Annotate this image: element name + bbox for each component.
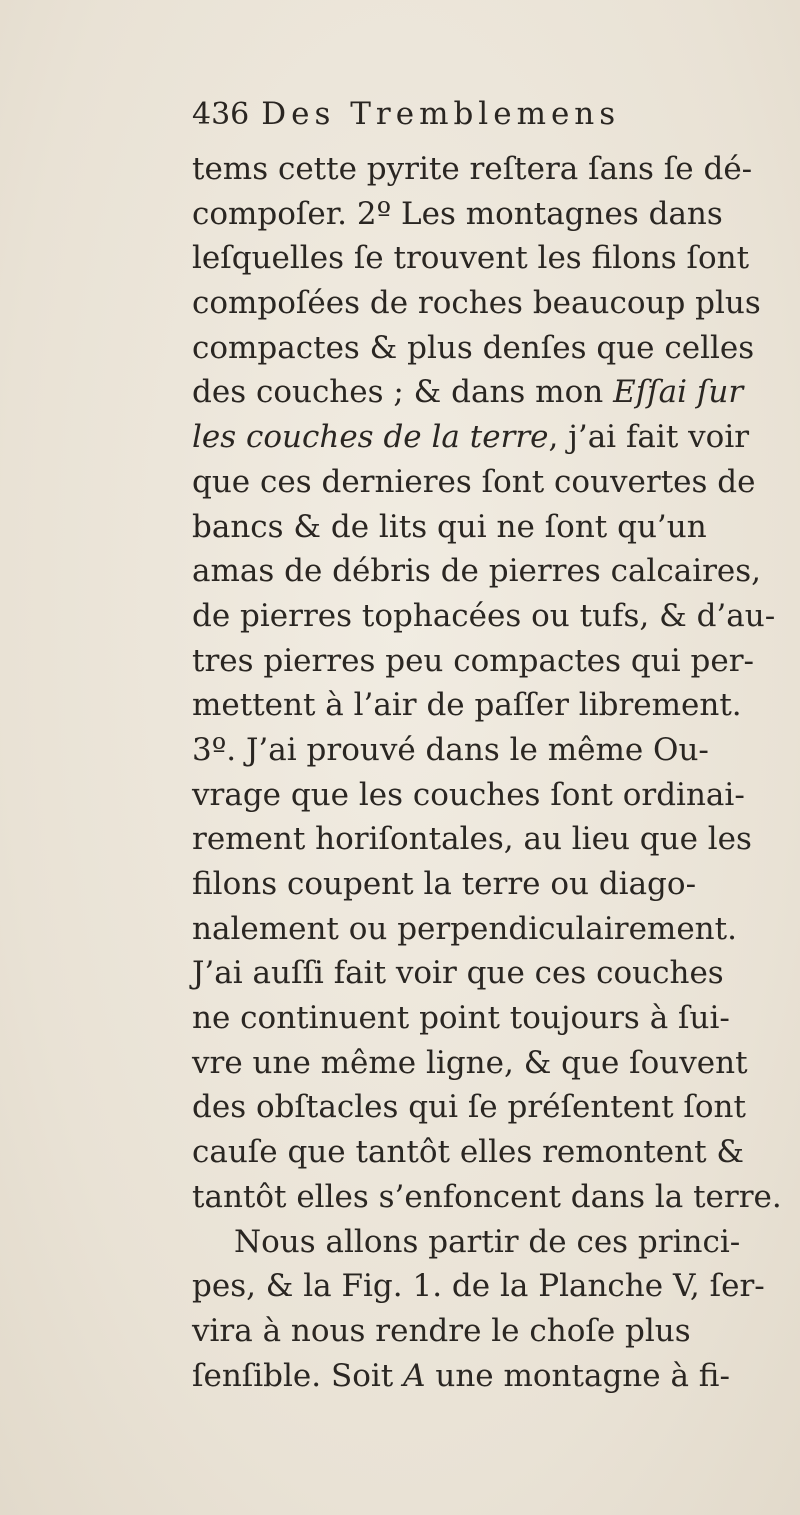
text-line: mettent à l’air de paſſer librement.: [192, 687, 742, 724]
text-line: compoſer. 2º Les montagnes dans: [192, 195, 723, 232]
text-line: ne continuent point toujours à ſui-: [192, 1000, 730, 1037]
text-line: rement horiſontales, au lieu que les: [192, 821, 752, 858]
text-line: [192, 415, 792, 460]
text-line: bancs & de lits qui ne ſont qu’un: [192, 508, 707, 545]
text-line: cauſe que tantôt elles remontent &: [192, 1134, 744, 1171]
text-line: 3º. J’ai prouvé dans le même Ou-: [192, 731, 709, 768]
running-title: Des Tremblemens: [261, 96, 621, 132]
body-text: [192, 147, 792, 1398]
text-line: que ces dernieres ſont couvertes de: [192, 463, 756, 500]
page-number: 436: [192, 97, 250, 132]
text-segment: des couches ; & dans mon: [192, 374, 614, 411]
text-line: pes, & la Fig. 1. de la Planche V, ſer-: [192, 1268, 765, 1305]
text-segment: ſenſible. Soit: [192, 1357, 404, 1394]
text-line: tres pierres peu compactes qui per-: [192, 642, 754, 679]
page-header: [192, 96, 622, 146]
text-line: tantôt elles s’enfoncent dans la terre.: [192, 1178, 782, 1215]
text-line: leſquelles ſe trouvent les filons ſont: [192, 240, 750, 277]
text-line: vrage que les couches ſont ordinai-: [192, 776, 745, 813]
italic-title-segment: Eſſai ſur: [613, 374, 744, 411]
text-segment: , j’ai fait voir: [548, 419, 750, 456]
text-line: amas de débris de pierres calcaires,: [192, 553, 762, 590]
text-line: tems cette pyrite reſtera ſans ſe dé-: [192, 151, 753, 187]
text-line: compactes & plus denſes que celles: [192, 329, 755, 366]
text-line: compoſées de roches beaucoup plus: [192, 285, 761, 322]
text-segment: une montagne à fi-: [425, 1357, 730, 1394]
text-line: vira à nous rendre le choſe plus: [192, 1312, 691, 1349]
text-line: vre une même ligne, & que ſouvent: [192, 1044, 748, 1081]
text-line: nalement ou perpendiculairement.: [192, 910, 737, 947]
text-line: des obſtacles qui ſe préſentent ſont: [192, 1089, 746, 1126]
text-line: de pierres tophacées ou tufs, & d’au-: [192, 597, 776, 634]
text-line: J’ai auſſi fait voir que ces couches: [192, 955, 724, 992]
text-line: [192, 370, 792, 415]
italic-title-segment: les couches de la terre: [192, 419, 549, 456]
italic-letter: A: [403, 1357, 426, 1394]
text-line: filons coupent la terre ou diago-: [192, 866, 697, 902]
text-line: [192, 1354, 792, 1399]
paragraph-first-line: Nous allons partir de ces princi-: [234, 1223, 741, 1260]
